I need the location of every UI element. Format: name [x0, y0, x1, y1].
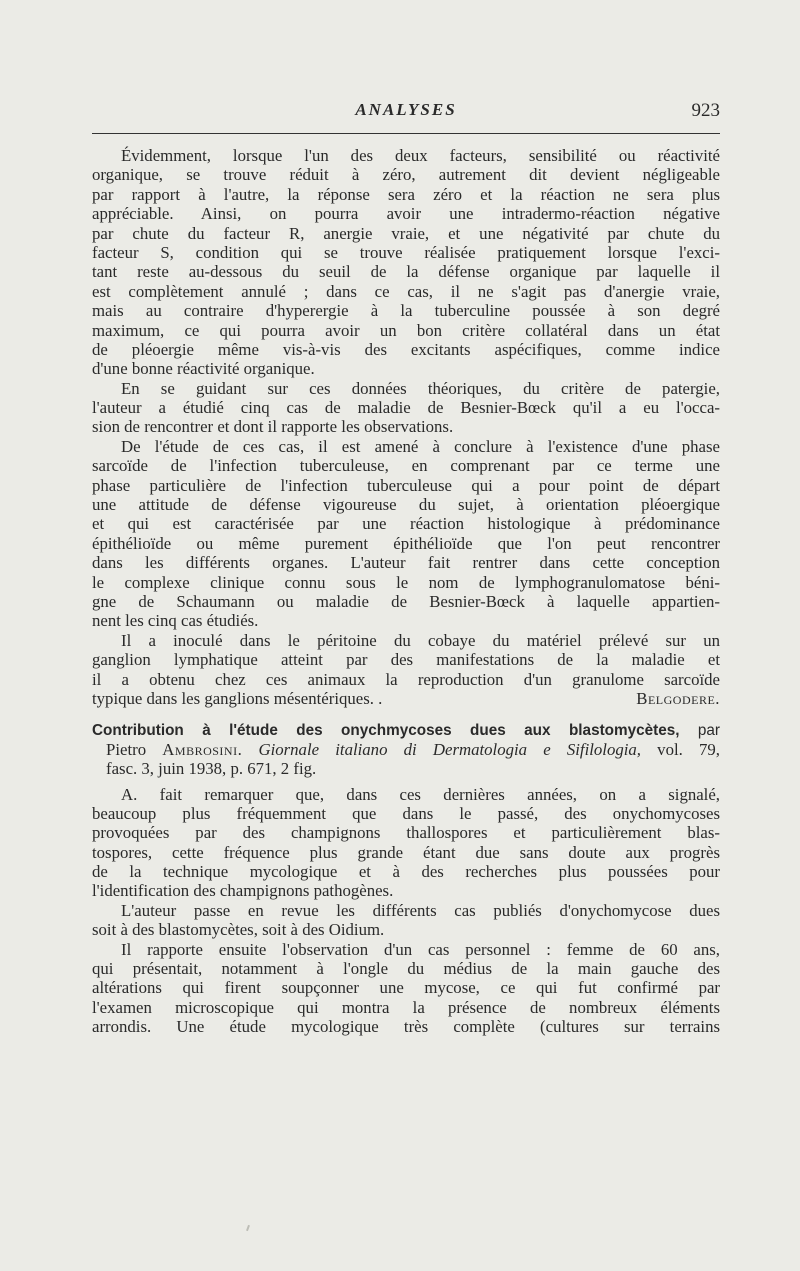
text-line-with-signature	[92, 689, 720, 708]
author-name: Ambrosini.	[162, 739, 243, 759]
paper-speck	[246, 1225, 250, 1231]
text-line: le complexe clinique connu sous le nom de lymphogranulomatose béni-	[92, 572, 720, 592]
text-line: dans les différents organes. L'auteur fait rentrer dans cette conception	[92, 553, 720, 573]
text-line: de la technique mycologique et à des recherches plus poussées pour	[92, 862, 720, 882]
citation-line	[92, 740, 720, 759]
paragraph-patergie	[92, 379, 720, 437]
text-line: altérations qui firent soupçonner une mycose, ce qui fut confirmé par	[92, 978, 720, 998]
text-line: phase particulière de l'infection tuberculeuse qui a pour point de départ	[92, 475, 720, 495]
paragraph-review	[92, 901, 720, 940]
text-line: mais au contraire d'hyperergie à la tuberculine poussée à son degré	[92, 301, 720, 321]
text-line: L'auteur passe en revue les différents cas publiés d'onychomycose dues	[121, 900, 720, 920]
text-line: par chute du facteur R, anergie vraie, et une négativité par chute du	[92, 223, 720, 243]
text-line: l'auteur a étudié cinq cas de maladie de Besnier-Bœck qu'il a eu l'occa-	[92, 398, 720, 418]
article-gap	[92, 708, 720, 720]
paragraph-inoculation	[92, 631, 720, 709]
text-line: et qui est caractérisée par une réaction histologique à prédominance	[92, 514, 720, 534]
text-line: de pléoergie même vis-à-vis des excitants aspécifiques, comme indice	[92, 339, 720, 359]
text-line: arrondis. Une étude mycologique très complète (cultures sur terrains	[92, 1017, 720, 1037]
article-header	[92, 720, 720, 778]
text-fragment: typique dans les ganglions mésentériques. .	[92, 688, 383, 708]
article-title-line	[92, 720, 720, 739]
text-line: l'examen microscopique qui montra la présence de nombreux éléments	[92, 997, 720, 1017]
page-number: 923	[691, 100, 720, 121]
text-line: provoquées par des champignons thallospores et particulièrement blas-	[92, 823, 720, 843]
text-line: facteur S, condition qui se trouve réalisée pratiquement lorsque l'exci-	[92, 242, 720, 262]
article-by: par	[697, 722, 720, 740]
text-line: En se guidant sur ces données théoriques, du critère de patergie,	[121, 378, 720, 398]
text-line: il a obtenu chez ces animaux la reproduction d'un granulome sarcoïde	[92, 669, 720, 689]
text-line: une attitude de défense vigoureuse du sujet, à orientation pléoergique	[92, 495, 720, 515]
text-line: sarcoïde de l'infection tuberculeuse, en comprenant par ce terme une	[92, 456, 720, 476]
text-line: Il rapporte ensuite l'observation d'un cas personnel : femme de 60 ans,	[121, 939, 720, 959]
text-line: beaucoup plus fréquemment que dans le passé, des onychomycoses	[92, 803, 720, 823]
text-line: appréciable. Ainsi, on pourra avoir une intradermo-réaction négative	[92, 204, 720, 224]
text-line: est complètement annulé ; dans ce cas, il ne s'agit pas d'anergie vraie,	[92, 281, 720, 301]
text-line: maximum, ce qui pourra avoir un bon critère collatéral dans un état	[92, 320, 720, 340]
page-header	[92, 100, 720, 128]
text-line: organique, se trouve réduit à zéro, autrement dit devient négligeable	[92, 165, 720, 185]
text-line: épithélioïde ou même purement épithélioïde que l'on peut rencontrer	[92, 533, 720, 553]
paragraph-case-report	[92, 940, 720, 1037]
paragraph-sensitivity	[92, 146, 720, 379]
page-body	[92, 146, 720, 1037]
citation-details: fasc. 3, juin 1938, p. 671, 2 fig.	[106, 759, 317, 779]
text-line: ganglion lymphatique atteint par des manifestations de la maladie et	[92, 650, 720, 670]
journal-volume: vol. 79,	[657, 739, 720, 759]
running-title: ANALYSES	[355, 100, 457, 119]
text-line: qui présentait, notamment à l'ongle du médius de la main gauche des	[92, 959, 720, 979]
paragraph-onychomycoses	[92, 785, 720, 901]
journal-name: Giornale italiano di Dermatologia e Sifilologia,	[258, 739, 641, 759]
text-line: Il a inoculé dans le péritoine du cobaye du matériel prélevé sur un	[121, 630, 720, 650]
reviewer-signature: Belgodere.	[636, 688, 720, 708]
paragraph-sarcoid-phase	[92, 437, 720, 631]
header-rule	[92, 133, 720, 134]
text-line: Évidemment, lorsque l'un des deux facteurs, sensibilité ou réactivité	[121, 146, 720, 165]
text-line: A. fait remarquer que, dans ces dernières années, on a signalé,	[121, 784, 720, 804]
text-line: sion de rencontrer et dont il rapporte les observations.	[92, 417, 454, 437]
text-line: De l'étude de ces cas, il est amené à conclure à l'existence d'une phase	[121, 436, 720, 456]
text-line: nent les cinq cas étudiés.	[92, 611, 259, 631]
text-line: soit à des blastomycètes, soit à des Oidium.	[92, 920, 385, 940]
text-line: d'une bonne réactivité organique.	[92, 359, 315, 379]
text-line: par rapport à l'autre, la réponse sera zéro et la réaction ne sera plus	[92, 184, 720, 204]
text-line: l'identification des champignons pathogènes.	[92, 881, 394, 901]
text-line: gne de Schaumann ou maladie de Besnier-Bœck à laquelle appartien-	[92, 591, 720, 611]
text-line: tant reste au-dessous du seuil de la défense organique par laquelle il	[92, 262, 720, 282]
text-line: tospores, cette fréquence plus grande étant due sans doute aux progrès	[92, 842, 720, 862]
article-title: Contribution à l'étude des onychmycoses dues aux blastomycètes,	[92, 722, 680, 740]
author-first-name: Pietro	[106, 739, 147, 759]
